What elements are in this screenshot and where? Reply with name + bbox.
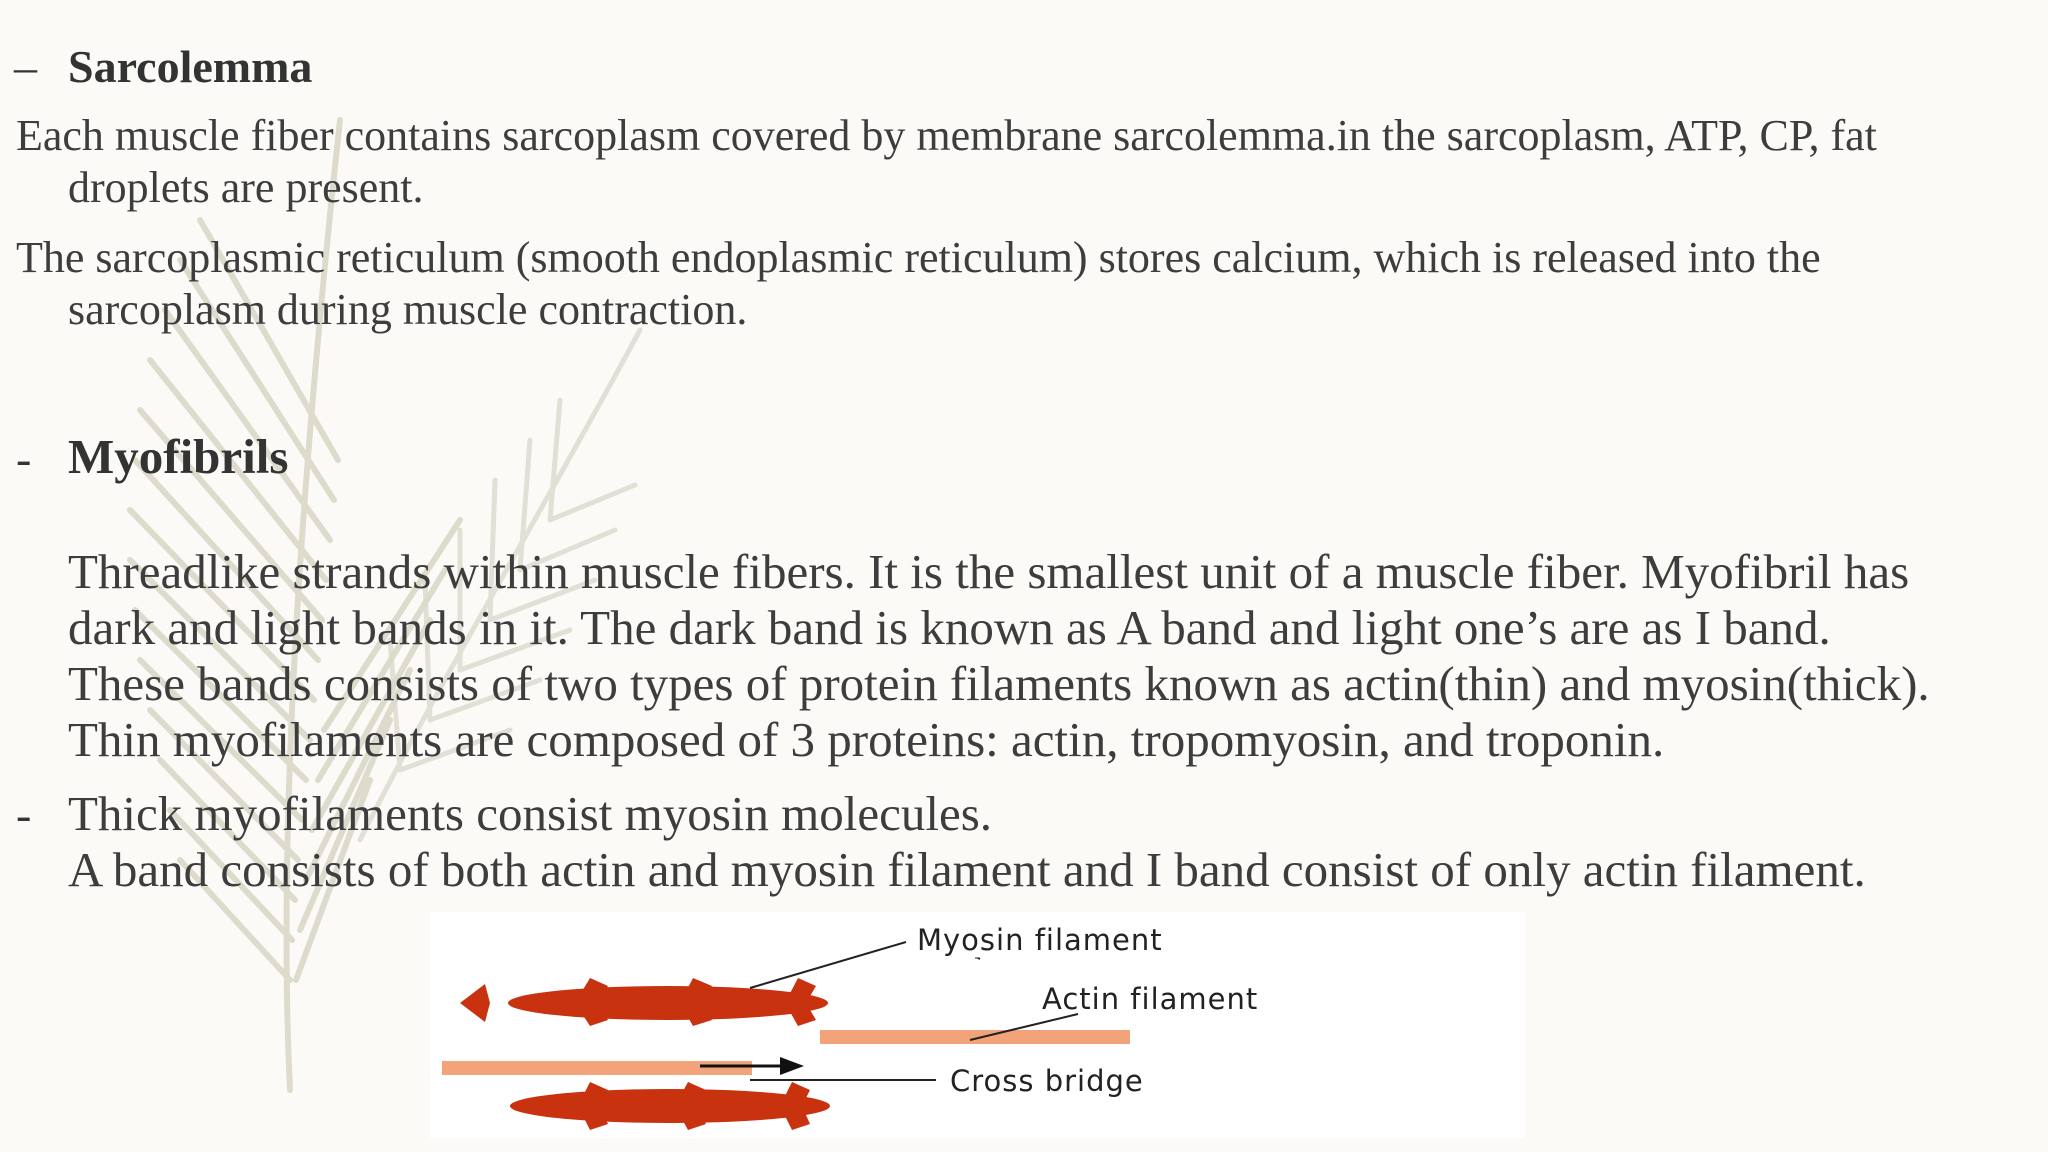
paragraph-line: Each muscle fiber contains sarcoplasm covered by membrane sarcolemma.in the sarcoplasm, ATP, CP, fat xyxy=(16,111,1877,160)
paragraph-line: These bands consists of two types of protein filaments known as actin(thin) and myosin(thick). xyxy=(68,656,1930,711)
leader-line-myosin-path xyxy=(978,958,980,959)
paragraph-line: The sarcoplasmic reticulum (smooth endoplasmic reticulum) stores calcium, which is released into the xyxy=(16,233,1821,282)
actin-filament-left xyxy=(442,1061,752,1075)
paragraph-line: A band consists of both actin and myosin filament and I band consist of only actin filament. xyxy=(68,842,1866,897)
myosin-filament-top xyxy=(460,978,828,1026)
filament-diagram xyxy=(430,912,1525,1138)
myosin-filament-bottom xyxy=(510,1082,830,1130)
paragraph-line: Thin myofilaments are composed of 3 proteins: actin, tropomyosin, and troponin. xyxy=(68,712,1665,767)
myosin-label-leader-line xyxy=(750,942,906,988)
heading-sarcolemma: Sarcolemma xyxy=(68,41,313,92)
label-cross-bridge: Cross bridge xyxy=(950,1064,1144,1098)
paragraph-line: dark and light bands in it. The dark band is known as A band and light one’s are as I band. xyxy=(68,600,1831,655)
paragraph-line: Threadlike strands within muscle fibers. It is the smallest unit of a muscle fiber. Myofibril has xyxy=(68,544,1910,599)
heading-myofibrils: Myofibrils xyxy=(68,429,289,484)
paragraph-line: sarcoplasm during muscle contraction. xyxy=(68,285,748,334)
label-actin-filament: Actin filament xyxy=(1042,982,1259,1016)
bullet-dash: - xyxy=(16,789,32,840)
paragraph-line: droplets are present. xyxy=(68,163,424,212)
bullet-dash: - xyxy=(16,433,32,484)
bullet-dash: – xyxy=(14,41,37,92)
paragraph-line: Thick myofilaments consist myosin molecules. xyxy=(68,786,993,841)
label-myosin-filament: Myosin filament xyxy=(917,923,1163,957)
actin-filament-right xyxy=(820,1030,1130,1044)
